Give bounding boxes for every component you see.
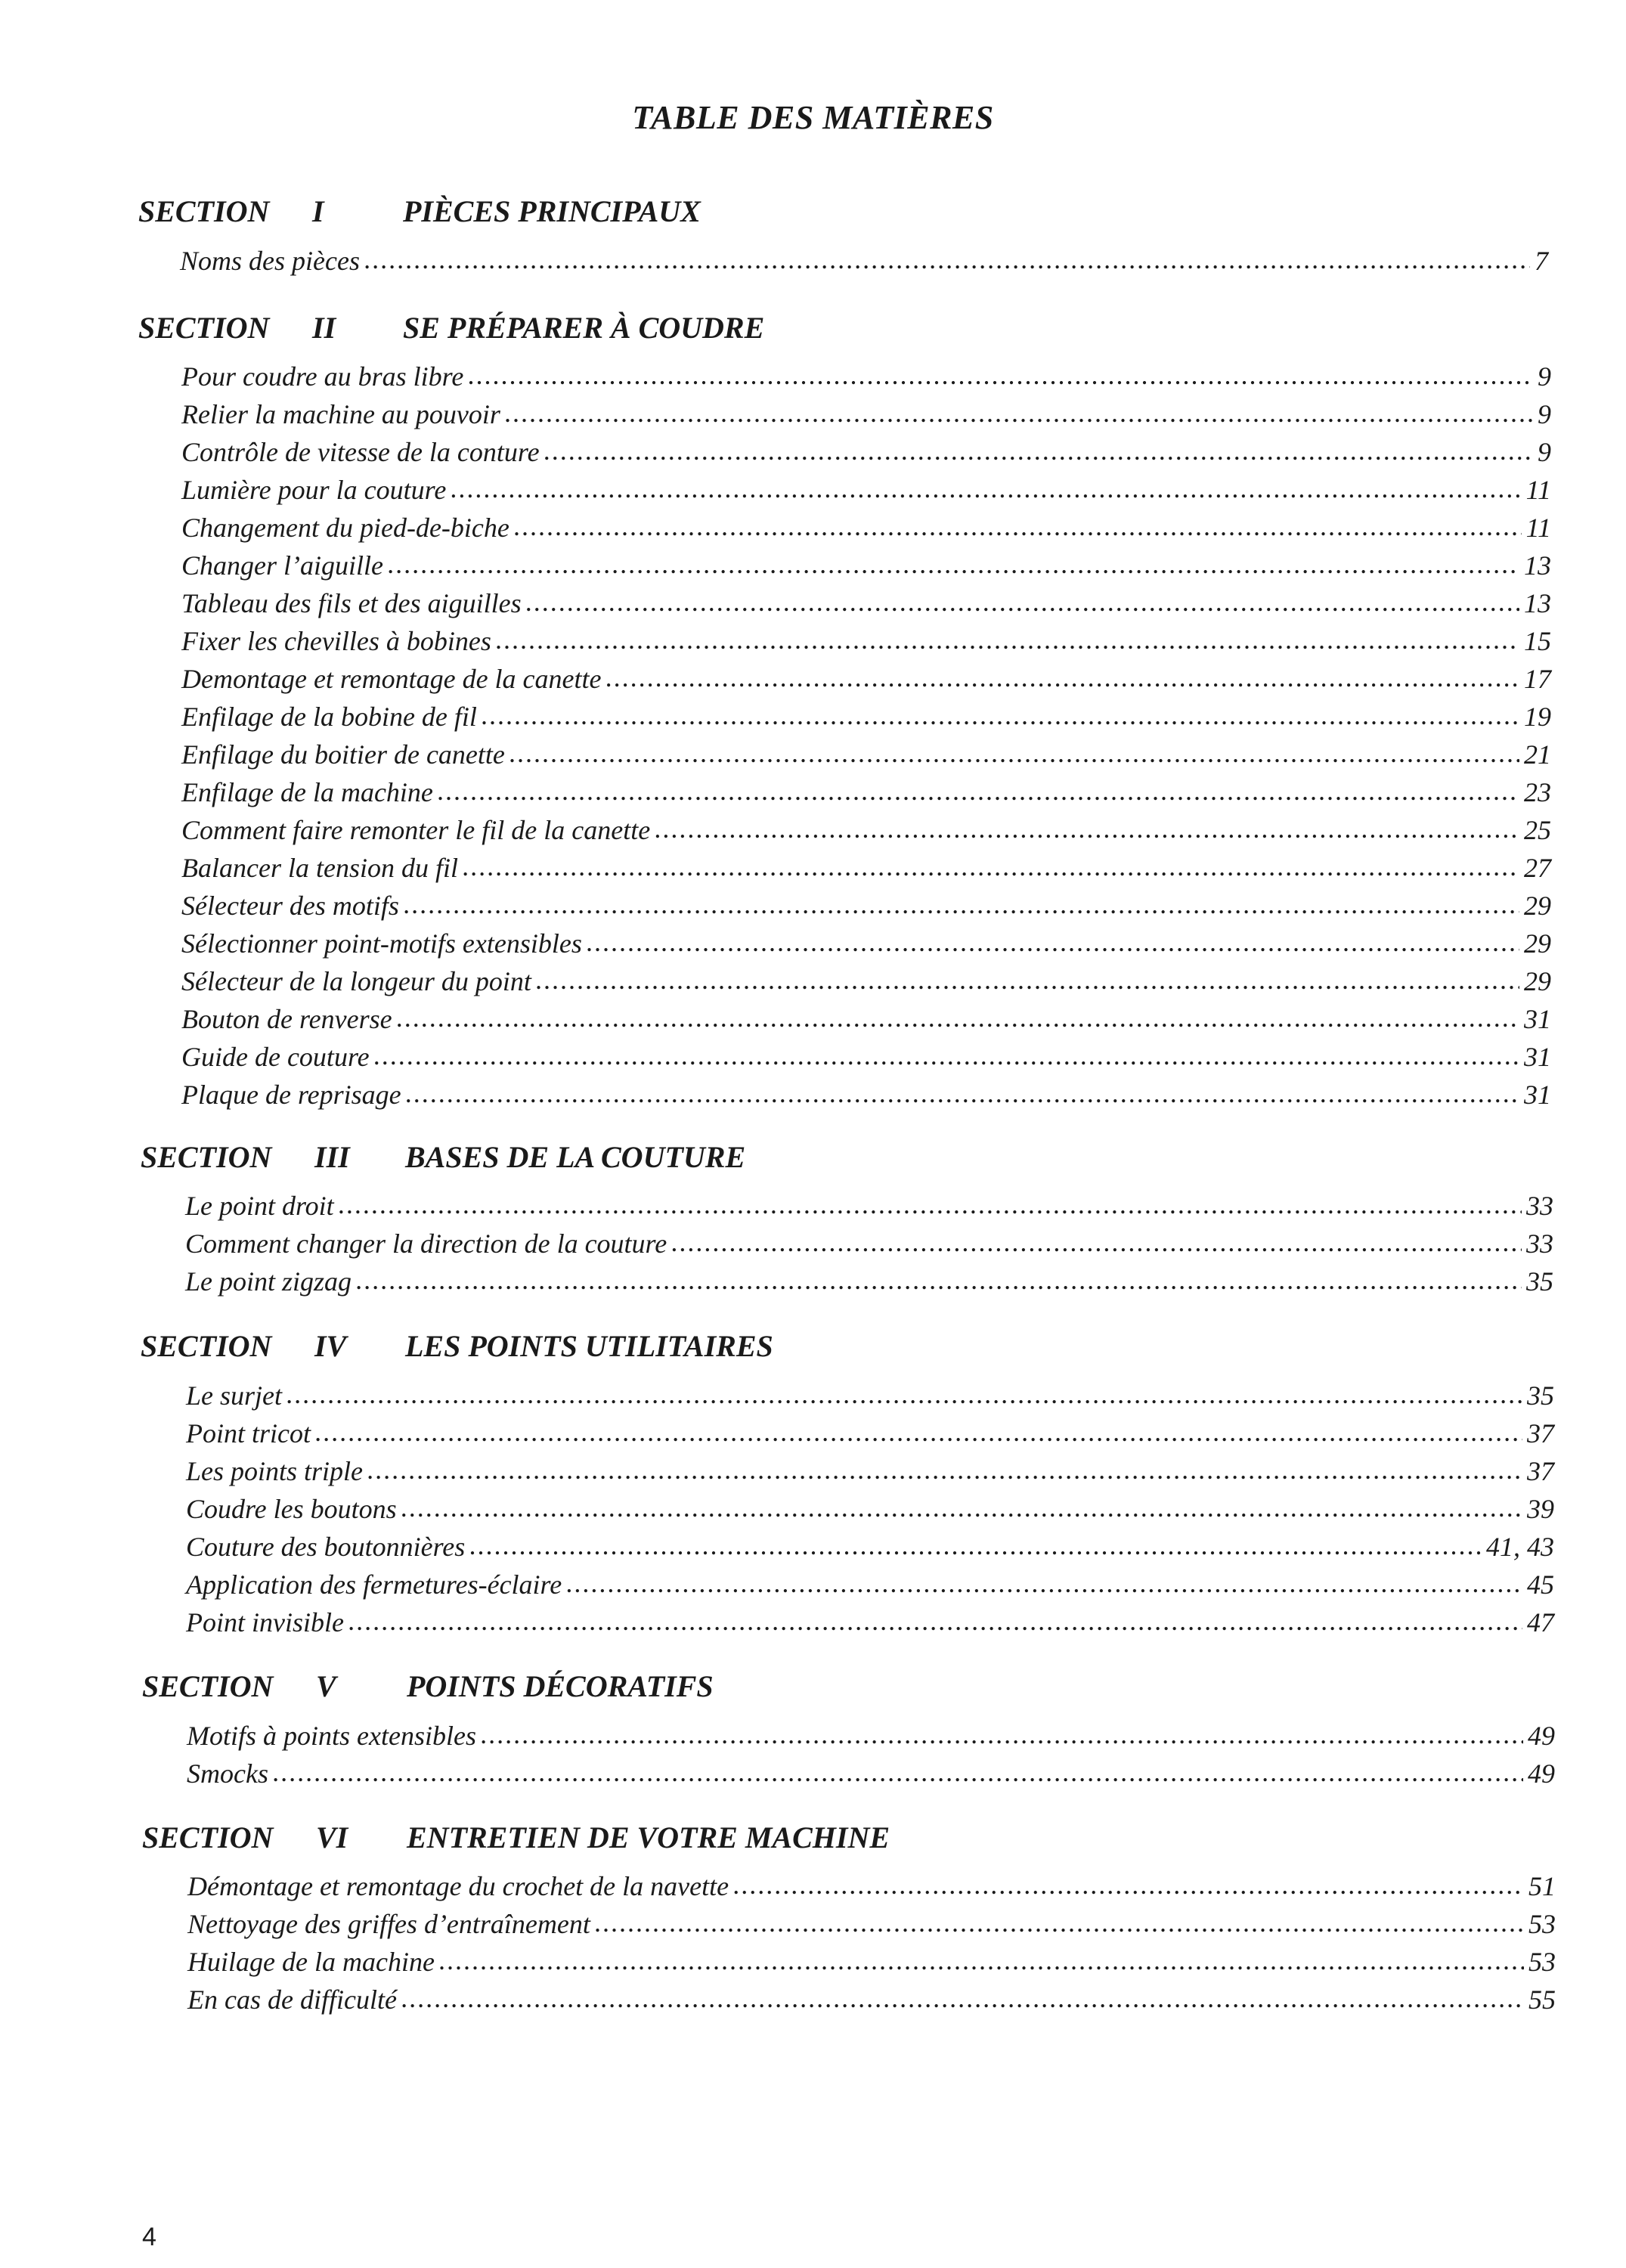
section-title: POINTS DÉCORATIFS <box>407 1668 714 1703</box>
dot-leader <box>505 397 1533 429</box>
toc-entry-page: 13 <box>1524 550 1551 581</box>
dot-leader <box>388 548 1519 580</box>
toc-entry-label: Point tricot <box>186 1418 311 1448</box>
dot-leader <box>315 1416 1522 1448</box>
toc-entry-label: Coudre les boutons <box>186 1494 397 1524</box>
dot-leader <box>451 472 1521 504</box>
toc-entry-page: 9 <box>1538 437 1551 467</box>
section-label: SECTION <box>141 1139 272 1174</box>
toc-entry[interactable] <box>181 361 1551 397</box>
toc-entry-label: Balancer la tension du fil <box>181 853 458 883</box>
toc-entry[interactable] <box>181 1041 1551 1077</box>
section-heading <box>142 1814 1563 1860</box>
section-label: SECTION <box>141 1328 272 1363</box>
toc-entry[interactable] <box>181 1003 1551 1040</box>
toc-entry-page: 11 <box>1525 475 1551 505</box>
toc-entry-page: 25 <box>1524 815 1551 845</box>
toc-entry[interactable] <box>180 245 1548 281</box>
dot-leader <box>397 1002 1519 1033</box>
toc-entry-page: 53 <box>1528 1947 1556 1977</box>
dot-leader <box>469 1529 1482 1561</box>
dot-leader <box>733 1869 1524 1901</box>
section-label: SECTION <box>138 310 270 345</box>
toc-entry-label: Fixer les chevilles à bobines <box>181 626 491 656</box>
dot-leader <box>526 586 1519 618</box>
toc-entry-label: Le point droit <box>185 1191 334 1221</box>
toc-entry-page: 33 <box>1526 1228 1553 1259</box>
toc-entry[interactable] <box>181 550 1551 586</box>
dot-leader <box>544 435 1533 466</box>
dot-leader <box>439 1944 1524 1976</box>
section-number: II <box>312 310 336 345</box>
toc-entry[interactable] <box>181 701 1551 737</box>
toc-entry[interactable] <box>187 1758 1555 1794</box>
toc-entry-page: 9 <box>1538 399 1551 429</box>
toc-entry[interactable] <box>187 1946 1556 1982</box>
toc-entry-label: Les points triple <box>186 1456 364 1486</box>
section-heading <box>141 1134 1562 1179</box>
section-number: III <box>314 1139 350 1174</box>
dot-leader <box>514 510 1522 542</box>
toc-entry[interactable] <box>181 928 1551 964</box>
dot-leader <box>587 926 1519 958</box>
toc-entry-label: Noms des pièces <box>180 246 360 276</box>
dot-leader <box>364 243 1530 275</box>
section-title: BASES DE LA COUTURE <box>405 1139 746 1174</box>
dot-leader <box>463 850 1519 882</box>
dot-leader <box>655 813 1519 844</box>
toc-entry-page: 29 <box>1524 928 1551 959</box>
dot-leader <box>356 1264 1522 1296</box>
section-heading <box>138 305 1559 350</box>
dot-leader <box>273 1756 1523 1788</box>
toc-entry-page: 41, 43 <box>1486 1532 1554 1562</box>
toc-entry[interactable] <box>186 1418 1554 1454</box>
toc-entry[interactable] <box>181 587 1551 624</box>
toc-entry[interactable] <box>181 814 1551 850</box>
toc-entry[interactable] <box>181 1079 1551 1115</box>
toc-entry-label: Démontage et remontage du crochet de la navette <box>187 1871 729 1901</box>
toc-entry[interactable] <box>181 739 1551 775</box>
dot-leader <box>496 624 1519 655</box>
toc-entry-page: 21 <box>1524 739 1551 770</box>
toc-entry-label: Nettoyage des griffes d’entraînement <box>187 1909 590 1939</box>
section-number: V <box>316 1668 336 1703</box>
toc-entry-page: 37 <box>1527 1418 1554 1448</box>
toc-entry-label: Guide de couture <box>181 1042 370 1072</box>
toc-entry[interactable] <box>186 1606 1554 1643</box>
dot-leader <box>348 1605 1522 1637</box>
toc-entry-label: Huilage de la machine <box>187 1947 435 1977</box>
section-number: IV <box>314 1328 347 1363</box>
section-label: SECTION <box>138 194 270 228</box>
toc-entry-page: 53 <box>1528 1909 1556 1939</box>
toc-entry[interactable] <box>181 625 1551 662</box>
page-number: 4 <box>142 2223 156 2251</box>
dot-leader <box>481 1718 1523 1750</box>
dot-leader <box>286 1378 1522 1410</box>
toc-entry[interactable] <box>185 1228 1553 1264</box>
toc-entry-page: 31 <box>1524 1042 1551 1072</box>
toc-entry[interactable] <box>181 436 1551 472</box>
toc-entry[interactable] <box>187 1720 1555 1756</box>
section-number: VI <box>316 1820 348 1854</box>
dot-leader <box>509 737 1519 769</box>
toc-entry-page: 33 <box>1526 1191 1553 1221</box>
toc-entry-page: 11 <box>1525 513 1551 543</box>
toc-entry[interactable] <box>181 512 1551 548</box>
toc-entry-page: 15 <box>1524 626 1551 656</box>
dot-leader <box>536 964 1519 996</box>
toc-entry[interactable] <box>181 776 1551 813</box>
toc-entry-page: 31 <box>1524 1004 1551 1034</box>
toc-entry-page: 29 <box>1524 966 1551 996</box>
dot-leader <box>606 662 1520 693</box>
toc-entry-label: Point invisible <box>186 1607 344 1637</box>
toc-entry-page: 35 <box>1526 1266 1553 1297</box>
section-title: SE PRÉPARER À COUDRE <box>403 310 765 345</box>
dot-leader <box>401 1982 1524 2014</box>
toc-entry-label: Enfilage de la machine <box>181 777 433 807</box>
toc-entry-page: 39 <box>1527 1494 1554 1524</box>
section-heading <box>141 1323 1562 1368</box>
toc-entry-page: 29 <box>1524 891 1551 921</box>
toc-entry-page: 45 <box>1527 1569 1554 1600</box>
dot-leader <box>482 699 1519 731</box>
toc-entry-page: 9 <box>1538 361 1551 392</box>
toc-entry-label: Plaque de reprisage <box>181 1080 401 1110</box>
toc-entry[interactable] <box>186 1380 1554 1416</box>
section-title: ENTRETIEN DE VOTRE MACHINE <box>407 1820 890 1854</box>
toc-entry-page: 23 <box>1524 777 1551 807</box>
toc-entry-page: 13 <box>1524 588 1551 618</box>
dot-leader <box>374 1040 1519 1071</box>
toc-entry[interactable] <box>181 890 1551 926</box>
toc-entry-page: 55 <box>1528 1984 1556 2015</box>
toc-entry-page: 47 <box>1527 1607 1554 1637</box>
dot-leader <box>404 888 1519 920</box>
toc-entry[interactable] <box>187 1984 1556 2020</box>
toc-entry[interactable] <box>186 1569 1554 1605</box>
toc-entry-label: Lumière pour la couture <box>181 475 447 505</box>
toc-entry-label: Relier la machine au pouvoir <box>181 399 500 429</box>
toc-entry-label: En cas de difficulté <box>187 1984 397 2015</box>
dot-leader <box>468 359 1533 391</box>
toc-entry-label: Sélecteur des motifs <box>181 891 399 921</box>
section-label: SECTION <box>142 1820 274 1854</box>
dot-leader <box>595 1907 1524 1938</box>
toc-entry-page: 49 <box>1528 1721 1555 1751</box>
toc-entry[interactable] <box>185 1266 1553 1302</box>
page-title: TABLE DES MATIÈRES <box>632 99 994 136</box>
toc-entry[interactable] <box>181 965 1551 1002</box>
toc-entry-page: 35 <box>1527 1380 1554 1411</box>
dot-leader <box>671 1226 1522 1258</box>
toc-entry-label: Le surjet <box>186 1380 283 1411</box>
toc-entry-label: Application des fermetures-éclaire <box>186 1569 562 1600</box>
toc-entry-label: Tableau des fils et des aiguilles <box>181 588 522 618</box>
toc-entry-label: Pour coudre au bras libre <box>181 361 464 392</box>
section-label: SECTION <box>142 1668 274 1703</box>
dot-leader <box>566 1567 1522 1599</box>
toc-entry-page: 51 <box>1528 1871 1556 1901</box>
toc-entry[interactable] <box>181 663 1551 699</box>
section-heading <box>142 1663 1563 1709</box>
toc-entry[interactable] <box>186 1455 1554 1492</box>
dot-leader <box>438 775 1519 807</box>
toc-entry-label: Le point zigzag <box>185 1266 352 1297</box>
toc-entry-label: Bouton de renverse <box>181 1004 392 1034</box>
toc-entry-label: Enfilage du boitier de canette <box>181 739 505 770</box>
toc-entry[interactable] <box>187 1908 1556 1944</box>
toc-entry[interactable] <box>181 398 1551 435</box>
dot-leader <box>406 1077 1519 1109</box>
toc-entry-label: Changer l’aiguille <box>181 550 383 581</box>
toc-entry-page: 31 <box>1524 1080 1551 1110</box>
dot-leader <box>401 1492 1522 1523</box>
section-heading <box>138 188 1559 234</box>
toc-entry-page: 19 <box>1524 702 1551 732</box>
toc-entry[interactable] <box>181 852 1551 888</box>
toc-entry-page: 17 <box>1524 664 1551 694</box>
toc-entry[interactable] <box>181 474 1551 510</box>
toc-entry-label: Sélecteur de la longeur du point <box>181 966 531 996</box>
toc-entry[interactable] <box>186 1531 1554 1567</box>
dot-leader <box>339 1188 1522 1220</box>
toc-entry-label: Contrôle de vitesse de la conture <box>181 437 540 467</box>
toc-entry[interactable] <box>187 1870 1556 1907</box>
toc-entry-label: Demontage et remontage de la canette <box>181 664 602 694</box>
section-title: LES POINTS UTILITAIRES <box>405 1328 773 1363</box>
toc-entry-page: 49 <box>1528 1758 1555 1789</box>
toc-entry-label: Comment changer la direction de la couture <box>185 1228 667 1259</box>
section-number: I <box>312 194 324 228</box>
toc-entry-label: Changement du pied-de-biche <box>181 513 509 543</box>
toc-entry-label: Smocks <box>187 1758 268 1789</box>
toc-entry-label: Motifs à points extensibles <box>187 1721 476 1751</box>
toc-entry[interactable] <box>186 1493 1554 1529</box>
toc-entry-page: 7 <box>1535 246 1548 276</box>
toc-entry-label: Enfilage de la bobine de fil <box>181 702 477 732</box>
toc-entry[interactable] <box>185 1190 1553 1226</box>
toc-entry-label: Sélectionner point-motifs extensibles <box>181 928 582 959</box>
toc-entry-page: 27 <box>1524 853 1551 883</box>
dot-leader <box>367 1454 1522 1486</box>
toc-entry-label: Comment faire remonter le fil de la canette <box>181 815 651 845</box>
toc-entry-label: Couture des boutonnières <box>186 1532 466 1562</box>
toc-entry-page: 37 <box>1527 1456 1554 1486</box>
section-title: PIÈCES PRINCIPAUX <box>403 194 701 228</box>
